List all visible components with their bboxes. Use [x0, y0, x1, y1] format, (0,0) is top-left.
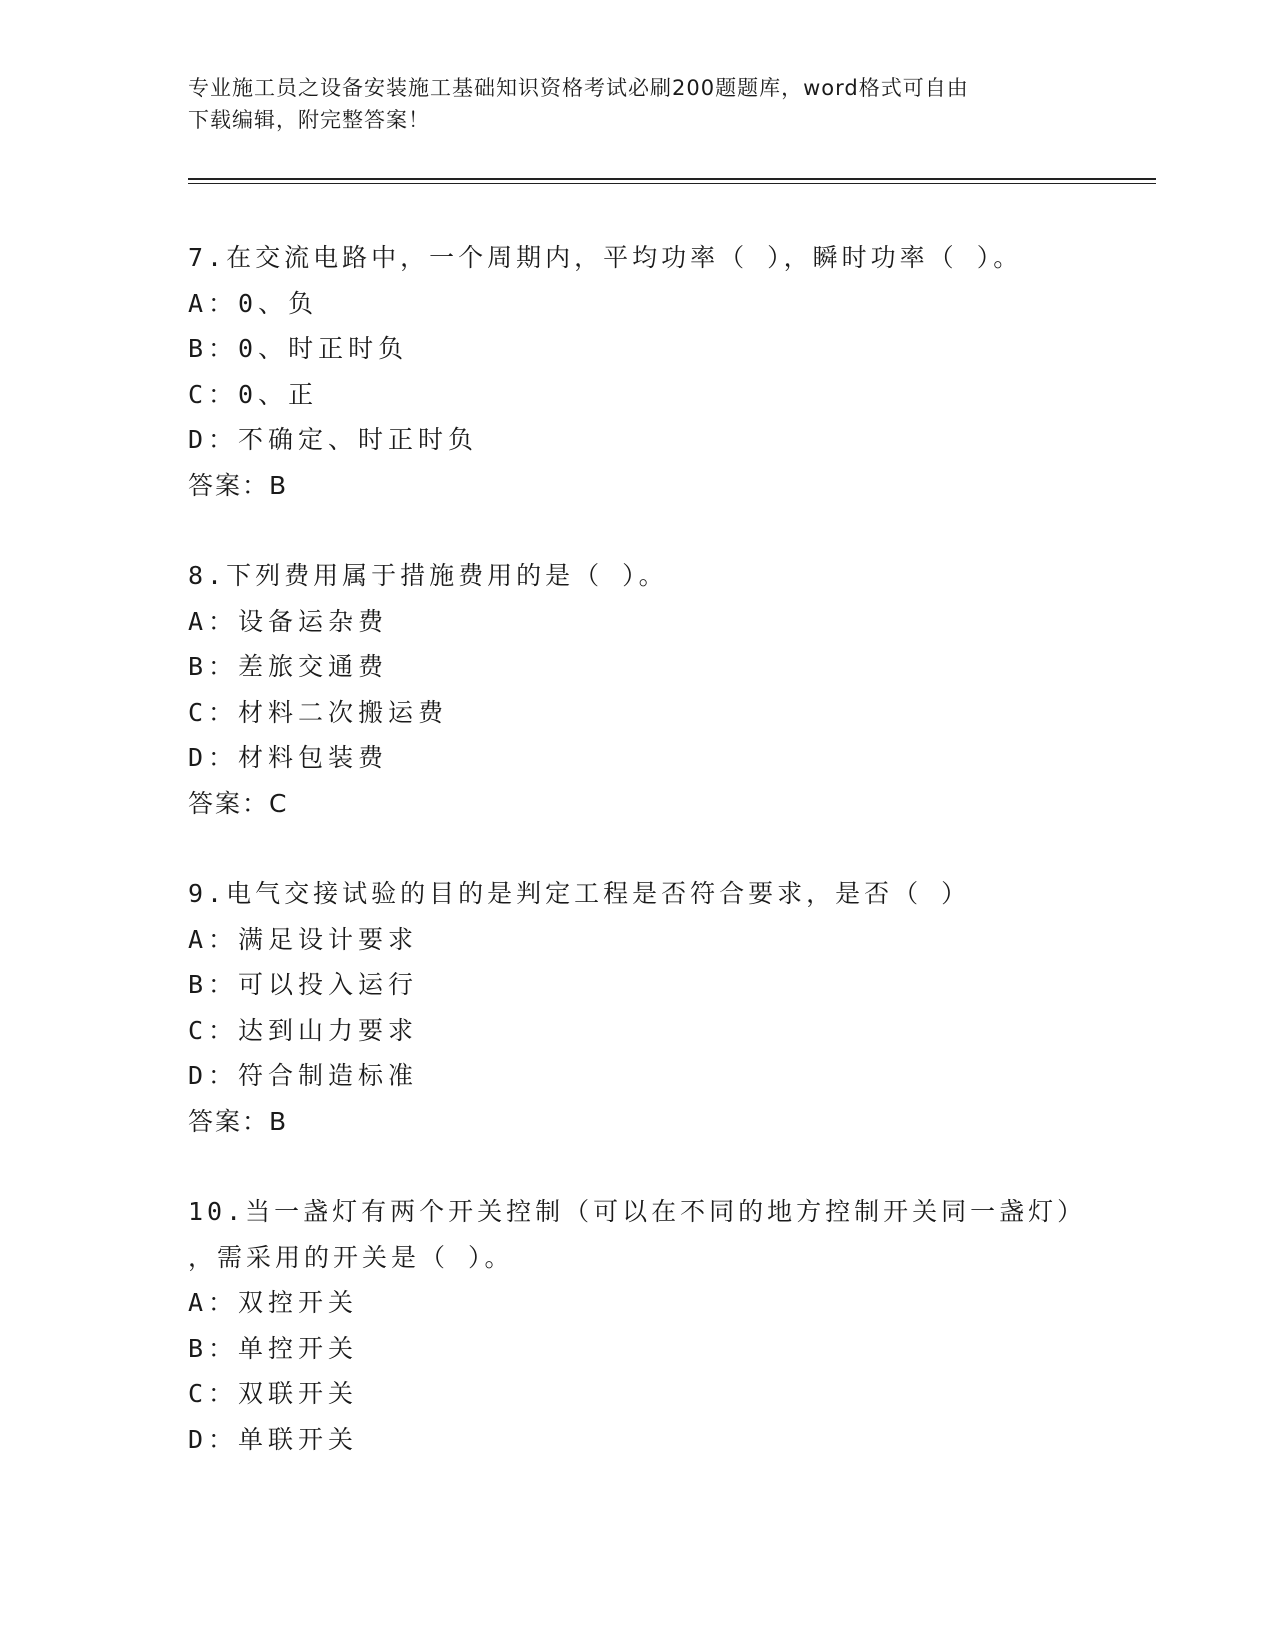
option-c: C：材料二次搬运费	[188, 697, 449, 727]
header-line-1: 专业施工员之设备安装施工基础知识资格考试必刷200题题库，word格式可自由	[188, 76, 969, 100]
header-divider-thick	[188, 178, 1156, 180]
option-c: C：双联开关	[188, 1379, 359, 1408]
option-b: B：0、时正时负	[188, 334, 409, 363]
question-text: 7.在交流电路中，一个周期内，平均功率（ ），瞬时功率（ ）。	[188, 243, 1023, 272]
option-a: A：0、负	[188, 288, 319, 318]
option-b: B：可以投入运行	[188, 970, 419, 999]
option-a: A：满足设计要求	[188, 924, 419, 954]
question-text-continued: ，需采用的开关是（ ）。	[188, 1242, 514, 1272]
header-line-2: 下载编辑，附完整答案！	[188, 108, 430, 132]
question-text: 9.电气交接试验的目的是判定工程是否符合要求，是否（ ）	[188, 879, 971, 908]
answer-text: 答案：C	[188, 788, 289, 818]
option-b: B：单控开关	[188, 1333, 359, 1363]
option-a: A：设备运杂费	[188, 606, 389, 636]
option-d: D：单联开关	[188, 1424, 359, 1454]
question-item	[188, 871, 1156, 1144]
question-text: 10.当一盏灯有两个开关控制（可以在不同的地方控制开关同一盏灯）	[188, 1197, 1087, 1226]
option-b: B：差旅交通费	[188, 652, 389, 681]
option-c: C：达到山力要求	[188, 1015, 419, 1045]
option-d: D：不确定、时正时负	[188, 425, 479, 454]
question-list	[188, 235, 1156, 1507]
answer-text: 答案：B	[188, 470, 289, 500]
question-text: 8.下列费用属于措施费用的是（ ）。	[188, 561, 668, 590]
option-c: C：0、正	[188, 379, 319, 409]
option-d: D：符合制造标准	[188, 1061, 419, 1090]
question-item	[188, 1189, 1156, 1462]
question-item	[188, 553, 1156, 826]
document-header	[188, 72, 1088, 136]
option-a: A：双控开关	[188, 1288, 359, 1317]
option-d: D：材料包装费	[188, 743, 389, 772]
header-divider-thin	[188, 183, 1156, 184]
answer-text: 答案：B	[188, 1106, 289, 1136]
question-item	[188, 235, 1156, 508]
